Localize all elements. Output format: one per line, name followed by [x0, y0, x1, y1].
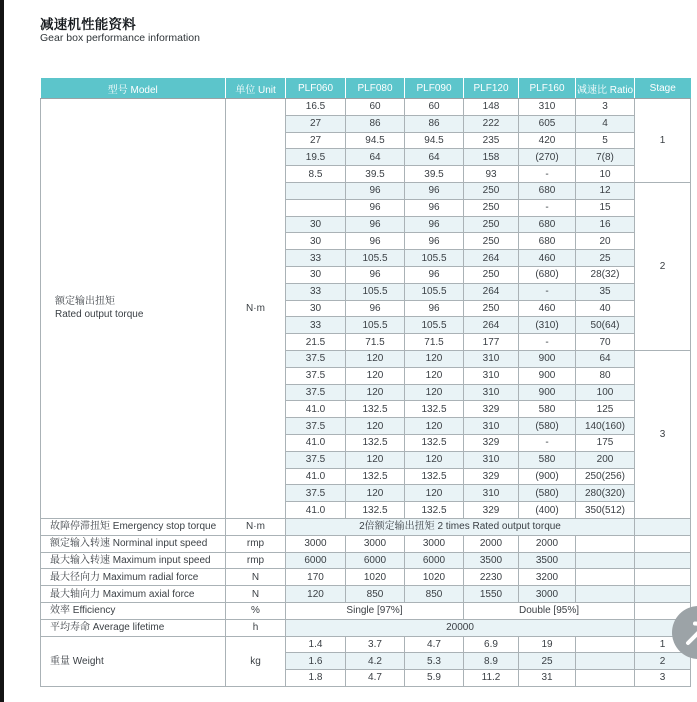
table-row	[41, 569, 691, 586]
value-cell: 37.5	[286, 384, 346, 401]
value-cell: 96	[346, 300, 405, 317]
table-row	[41, 535, 691, 552]
value-cell: 264	[464, 283, 519, 300]
column-header: PLF090	[405, 78, 464, 99]
value-cell: 310	[464, 418, 519, 435]
value-cell: 132.5	[405, 401, 464, 418]
span-value-cell: Double [95%]	[464, 602, 635, 619]
span-value-cell: 2倍额定输出扭矩 2 times Rated output torque	[286, 518, 635, 535]
row-label: 故障停滞扭矩 Emergency stop torque	[41, 518, 226, 535]
value-cell: 94.5	[346, 132, 405, 149]
value-cell: 329	[464, 468, 519, 485]
value-cell: 850	[405, 586, 464, 603]
value-cell: 3000	[346, 535, 405, 552]
value-cell: 3.7	[346, 636, 405, 653]
value-cell: 96	[405, 233, 464, 250]
value-cell: 680	[519, 233, 576, 250]
column-header: PLF060	[286, 78, 346, 99]
value-cell: 1.6	[286, 653, 346, 670]
ratio-cell	[576, 636, 635, 653]
row-label: 最大径向力 Maximum radial force	[41, 569, 226, 586]
row-label: 最大输入转速 Maximum input speed	[41, 552, 226, 569]
value-cell: -	[519, 199, 576, 216]
value-cell: 35	[576, 283, 635, 300]
value-cell: 86	[405, 115, 464, 132]
value-cell: -	[519, 434, 576, 451]
value-cell: 6.9	[464, 636, 519, 653]
unit-cell: rmp	[226, 535, 286, 552]
ratio-cell	[576, 552, 635, 569]
value-cell: (270)	[519, 149, 576, 166]
value-cell: 120	[346, 485, 405, 502]
value-cell: 105.5	[405, 317, 464, 334]
unit-cell: N	[226, 569, 286, 586]
value-cell: 105.5	[405, 283, 464, 300]
value-cell: 105.5	[405, 250, 464, 267]
row-label: 最大轴向力 Maximum axial force	[41, 586, 226, 603]
ratio-cell	[576, 569, 635, 586]
stage-cell: 1	[635, 99, 691, 183]
value-cell: 96	[346, 233, 405, 250]
value-cell: 6000	[286, 552, 346, 569]
value-cell: 6000	[405, 552, 464, 569]
value-cell: 310	[519, 99, 576, 116]
value-cell: 30	[286, 233, 346, 250]
value-cell: 105.5	[346, 283, 405, 300]
value-cell: 120	[405, 485, 464, 502]
value-cell: 86	[346, 115, 405, 132]
value-cell: 4.2	[346, 653, 405, 670]
value-cell: 3000	[405, 535, 464, 552]
value-cell: 264	[464, 317, 519, 334]
value-cell: 250	[464, 233, 519, 250]
value-cell: 3000	[519, 586, 576, 603]
value-cell: 329	[464, 401, 519, 418]
value-cell: 96	[405, 300, 464, 317]
value-cell: 7(8)	[576, 149, 635, 166]
value-cell: 222	[464, 115, 519, 132]
value-cell: 235	[464, 132, 519, 149]
unit-cell: N·m	[226, 518, 286, 535]
table-row	[41, 552, 691, 569]
value-cell: 12	[576, 182, 635, 199]
value-cell: 420	[519, 132, 576, 149]
value-cell: 120	[346, 350, 405, 367]
value-cell: (400)	[519, 502, 576, 519]
value-cell: 132.5	[346, 434, 405, 451]
value-cell: 96	[346, 199, 405, 216]
value-cell: 170	[286, 569, 346, 586]
value-cell: 96	[405, 182, 464, 199]
row-label-line: 额定输出扭矩	[55, 296, 115, 308]
value-cell: 1.4	[286, 636, 346, 653]
value-cell: 31	[519, 670, 576, 687]
value-cell: 1020	[405, 569, 464, 586]
page-subtitle: Gear box performance information	[40, 32, 200, 44]
value-cell: 250	[464, 216, 519, 233]
table-row	[41, 518, 691, 535]
value-cell: 1550	[464, 586, 519, 603]
value-cell: 16.5	[286, 99, 346, 116]
value-cell: 25	[576, 250, 635, 267]
value-cell: 16	[576, 216, 635, 233]
table-row	[41, 619, 691, 636]
value-cell: 96	[346, 182, 405, 199]
value-cell: 175	[576, 434, 635, 451]
value-cell: 11.2	[464, 670, 519, 687]
value-cell: 2230	[464, 569, 519, 586]
value-cell: 900	[519, 384, 576, 401]
value-cell: 37.5	[286, 451, 346, 468]
value-cell: 96	[346, 216, 405, 233]
value-cell: 148	[464, 99, 519, 116]
value-cell: 120	[286, 586, 346, 603]
row-label: 额定输入转速 Norminal input speed	[41, 535, 226, 552]
unit-cell: rmp	[226, 552, 286, 569]
value-cell: -	[519, 166, 576, 183]
value-cell: 250	[464, 300, 519, 317]
performance-table	[40, 78, 690, 687]
page-title: 减速机性能资料	[40, 17, 136, 32]
value-cell: 5.3	[405, 653, 464, 670]
stage-cell: 3	[635, 350, 691, 518]
column-header: 型号 Model	[41, 78, 226, 99]
value-cell: (680)	[519, 266, 576, 283]
value-cell: 60	[405, 99, 464, 116]
value-cell: 96	[405, 216, 464, 233]
unit-cell: h	[226, 619, 286, 636]
value-cell: 132.5	[346, 502, 405, 519]
value-cell: 310	[464, 367, 519, 384]
value-cell: 96	[405, 266, 464, 283]
unit-cell: %	[226, 602, 286, 619]
stage-cell	[635, 569, 691, 586]
value-cell: 28(32)	[576, 266, 635, 283]
ratio-cell	[576, 586, 635, 603]
value-cell: 71.5	[405, 334, 464, 351]
row-label-weight: 重量 Weight	[41, 636, 226, 686]
value-cell: 3500	[464, 552, 519, 569]
stage-cell	[635, 518, 691, 535]
value-cell: 6000	[346, 552, 405, 569]
value-cell: 96	[405, 199, 464, 216]
column-header: PLF160	[519, 78, 576, 99]
value-cell: (580)	[519, 485, 576, 502]
value-cell: 580	[519, 451, 576, 468]
value-cell: 71.5	[346, 334, 405, 351]
value-cell: 27	[286, 132, 346, 149]
value-cell: 310	[464, 485, 519, 502]
table-row	[41, 99, 691, 116]
value-cell: 94.5	[405, 132, 464, 149]
table-row	[41, 586, 691, 603]
ratio-cell	[576, 535, 635, 552]
stage-cell: 2	[635, 653, 691, 670]
value-cell: 120	[405, 451, 464, 468]
value-cell: 310	[464, 384, 519, 401]
value-cell: -	[519, 334, 576, 351]
row-label-rated-output-torque	[41, 99, 226, 519]
value-cell: 41.0	[286, 401, 346, 418]
value-cell: 8.9	[464, 653, 519, 670]
value-cell: 64	[576, 350, 635, 367]
unit-cell: N	[226, 586, 286, 603]
value-cell: 605	[519, 115, 576, 132]
row-label: 效率 Efficiency	[41, 602, 226, 619]
value-cell: 125	[576, 401, 635, 418]
value-cell: 64	[405, 149, 464, 166]
column-header: PLF080	[346, 78, 405, 99]
value-cell: (580)	[519, 418, 576, 435]
value-cell: 132.5	[405, 468, 464, 485]
stage-cell: 2	[635, 182, 691, 350]
stage-cell	[635, 552, 691, 569]
span-value-cell: 20000	[286, 619, 635, 636]
value-cell: 50(64)	[576, 317, 635, 334]
value-cell: 5	[576, 132, 635, 149]
value-cell: 3500	[519, 552, 576, 569]
value-cell: 3200	[519, 569, 576, 586]
column-header: PLF120	[464, 78, 519, 99]
value-cell: 19	[519, 636, 576, 653]
value-cell: 10	[576, 166, 635, 183]
value-cell: 33	[286, 317, 346, 334]
value-cell: 96	[346, 266, 405, 283]
value-cell: 80	[576, 367, 635, 384]
left-edge-strip	[0, 0, 4, 702]
value-cell: 70	[576, 334, 635, 351]
value-cell: 30	[286, 266, 346, 283]
row-label: 平均寿命 Average lifetime	[41, 619, 226, 636]
value-cell	[286, 199, 346, 216]
scroll-top-button[interactable]	[672, 606, 697, 659]
stage-cell: 3	[635, 670, 691, 687]
value-cell: 105.5	[346, 317, 405, 334]
value-cell: 37.5	[286, 350, 346, 367]
value-cell: 680	[519, 216, 576, 233]
value-cell: -	[519, 283, 576, 300]
value-cell: 120	[346, 418, 405, 435]
value-cell: 2000	[464, 535, 519, 552]
value-cell: 100	[576, 384, 635, 401]
unit-cell: N·m	[226, 99, 286, 519]
value-cell: 680	[519, 182, 576, 199]
value-cell: (900)	[519, 468, 576, 485]
value-cell: 60	[346, 99, 405, 116]
value-cell: 3	[576, 99, 635, 116]
value-cell: 329	[464, 434, 519, 451]
column-header: 单位 Unit	[226, 78, 286, 99]
value-cell: 120	[405, 350, 464, 367]
column-header: 减速比 Ratio	[576, 78, 635, 99]
value-cell: 5.9	[405, 670, 464, 687]
value-cell: 140(160)	[576, 418, 635, 435]
stage-cell: 1	[635, 636, 691, 653]
value-cell: 120	[346, 367, 405, 384]
value-cell: 19.5	[286, 149, 346, 166]
arrow-up-right-icon	[672, 606, 697, 659]
table-row	[41, 602, 691, 619]
value-cell: 250	[464, 199, 519, 216]
value-cell: 41.0	[286, 502, 346, 519]
column-header: Stage	[635, 78, 691, 99]
value-cell: 4.7	[346, 670, 405, 687]
value-cell: (310)	[519, 317, 576, 334]
value-cell: 64	[346, 149, 405, 166]
stage-cell	[635, 535, 691, 552]
stage-cell	[635, 586, 691, 603]
value-cell: 329	[464, 502, 519, 519]
value-cell: 580	[519, 401, 576, 418]
value-cell: 33	[286, 283, 346, 300]
value-cell: 15	[576, 199, 635, 216]
value-cell: 120	[405, 384, 464, 401]
ratio-cell	[576, 653, 635, 670]
value-cell: 120	[346, 451, 405, 468]
value-cell: 37.5	[286, 418, 346, 435]
value-cell: 250	[464, 182, 519, 199]
value-cell: 120	[346, 384, 405, 401]
value-cell: 30	[286, 300, 346, 317]
value-cell: 177	[464, 334, 519, 351]
value-cell: 310	[464, 451, 519, 468]
value-cell: 250(256)	[576, 468, 635, 485]
value-cell: 460	[519, 300, 576, 317]
value-cell: 310	[464, 350, 519, 367]
value-cell: 132.5	[346, 468, 405, 485]
value-cell: 39.5	[405, 166, 464, 183]
value-cell: 900	[519, 367, 576, 384]
value-cell: 4.7	[405, 636, 464, 653]
value-cell: 350(512)	[576, 502, 635, 519]
value-cell: 132.5	[346, 401, 405, 418]
value-cell: 8.5	[286, 166, 346, 183]
value-cell: 30	[286, 216, 346, 233]
value-cell: 20	[576, 233, 635, 250]
table-row	[41, 636, 691, 653]
performance-table-grid	[40, 78, 691, 687]
value-cell: 250	[464, 266, 519, 283]
value-cell: 2000	[519, 535, 576, 552]
value-cell: 1020	[346, 569, 405, 586]
value-cell: 850	[346, 586, 405, 603]
value-cell: 900	[519, 350, 576, 367]
value-cell: 27	[286, 115, 346, 132]
value-cell: 3000	[286, 535, 346, 552]
value-cell: 25	[519, 653, 576, 670]
value-cell: 280(320)	[576, 485, 635, 502]
row-label-line: Rated output torque	[55, 309, 144, 321]
value-cell: 37.5	[286, 367, 346, 384]
value-cell: 120	[405, 367, 464, 384]
unit-cell: kg	[226, 636, 286, 686]
value-cell: 1.8	[286, 670, 346, 687]
value-cell: 41.0	[286, 468, 346, 485]
value-cell: 40	[576, 300, 635, 317]
value-cell: 39.5	[346, 166, 405, 183]
value-cell: 105.5	[346, 250, 405, 267]
ratio-cell	[576, 670, 635, 687]
value-cell: 120	[405, 418, 464, 435]
value-cell: 37.5	[286, 485, 346, 502]
value-cell: 33	[286, 250, 346, 267]
value-cell: 158	[464, 149, 519, 166]
value-cell: 200	[576, 451, 635, 468]
value-cell: 264	[464, 250, 519, 267]
value-cell: 21.5	[286, 334, 346, 351]
value-cell: 132.5	[405, 502, 464, 519]
value-cell: 4	[576, 115, 635, 132]
value-cell: 93	[464, 166, 519, 183]
value-cell: 41.0	[286, 434, 346, 451]
value-cell: 460	[519, 250, 576, 267]
span-value-cell: Single [97%]	[286, 602, 464, 619]
value-cell: 132.5	[405, 434, 464, 451]
value-cell	[286, 182, 346, 199]
